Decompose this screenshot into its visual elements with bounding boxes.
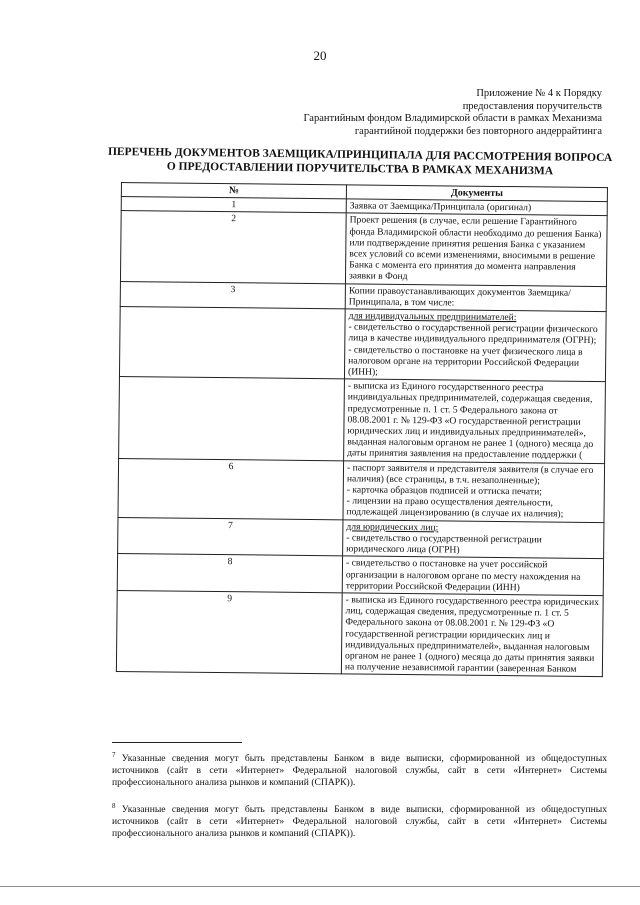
- row-number: [119, 307, 345, 380]
- table-body: [116, 197, 607, 677]
- table-row: [118, 517, 604, 559]
- title-line: О ПРЕДОСТАВЛЕНИИ ПОРУЧИТЕЛЬСТВА В РАМКАХ МЕХАНИЗМА: [166, 160, 554, 178]
- appendix-line: Гарантийным фондом Владимирской области в рамках Механизма: [303, 113, 602, 124]
- scan-edge-line: [0, 886, 640, 887]
- document-text: - выписка из Единого государственного реестра юридических лиц, содержащая сведения, предусмотренные п. 1 ст. 5 Федерального закона от 08.08.2001 г. № 129-ФЗ «О государственной регистрации юридических лиц и индивидуальных предпринимателей», выданная налоговым органом не ранее 1 (одного) месяца до даты принятия заявки на получение независимой гарантии (заверенная Банком: [344, 594, 599, 675]
- table-row: [116, 590, 603, 677]
- row-documents: [344, 309, 606, 382]
- row-number: 1: [121, 197, 346, 214]
- row-documents: [344, 379, 606, 463]
- footnote-mark: 7: [112, 751, 116, 759]
- row-number: 9: [116, 590, 342, 674]
- document-text: - свидетельство о государственной регистрации юридического лица (ОГРН): [346, 532, 542, 556]
- row-number: 3: [120, 281, 345, 309]
- document-text: - свидетельство о постановке на учет российской организации в налоговом органе по месту нахождения на территории Российской Федерации (ИНН): [345, 557, 581, 593]
- row-documents: [341, 593, 603, 677]
- document-title: [100, 145, 620, 179]
- document-text: - выписка из Единого государственного реестра индивидуальных предпринимателей, содержащая сведения, предусмотренные п. 1 ст. 5 Федерального закона от 08.08.2001 г. № 129-ФЗ «О государственной регистрации юридических лиц и индивидуальных предпринимателей», выданная налоговым органом не ранее 1 (одного) месяца до даты принятия заявления на предоставление поддержки (: [347, 380, 594, 462]
- appendix-line: гарантийной поддержки без повторного андеррайтинга: [354, 125, 602, 137]
- appendix-line: Приложение № 4 к Порядку: [476, 88, 602, 99]
- document-text: - свидетельство о государственной регистрации физического лица в качестве индивидуального предпринимателя (ОГРН); - свидетельство о постановке на учет физического лица в налоговом органе на территории Российской Федерации (ИНН);: [347, 321, 598, 378]
- table-row: [120, 211, 607, 286]
- header-number: №: [121, 183, 346, 200]
- table-row: [118, 458, 605, 522]
- row-number: [119, 377, 345, 461]
- footnote-text: Указанные сведения могут быть представлены Банком в виде выписки, сформированной из общедоступных источников (сайт в сети «Интернет» Федеральной налоговой службы, сайт в сети «Интернет» Системы профессионального анализа рынков и компаний (СПАРК)).: [112, 804, 607, 840]
- document-text: Заявка от Заемщика/Принципала (оригинал): [349, 200, 532, 214]
- documents-table: [116, 182, 608, 677]
- title-line: ПЕРЕЧЕНЬ ДОКУМЕНТОВ ЗАЕМЩИКА/ПРИНЦИПАЛА ДЛЯ РАССМОТРЕНИЯ ВОПРОСА: [107, 145, 613, 165]
- row-number: 7: [118, 517, 343, 556]
- section-heading: для юридических лиц:: [346, 521, 439, 534]
- document-text: Копии правоустанавливающих документов Заемщика/Принципала, в том числе:: [348, 285, 571, 309]
- row-documents: [345, 283, 606, 311]
- appendix-line: предоставления поручительств: [462, 100, 602, 112]
- section-heading: для индивидуальных предпринимателей:: [348, 310, 517, 324]
- table-row: [119, 377, 606, 464]
- row-number: 2: [120, 211, 346, 284]
- footnote-mark: 8: [112, 802, 116, 810]
- page-number: 20: [313, 48, 327, 63]
- footnote-separator: [112, 742, 242, 743]
- row-documents: [343, 520, 604, 559]
- row-number: 8: [117, 554, 342, 593]
- footnote-8: [112, 800, 607, 840]
- footnote-text: Указанные сведения могут быть представлены Банком в виде выписки, сформированной из общедоступных источников (сайт в сети «Интернет» Федеральной налоговой службы, сайт в сети «Интернет» Системы профессионального анализа рынков и компаний (СПАРК)).: [112, 753, 607, 789]
- row-documents: [342, 556, 603, 595]
- table-row: [119, 307, 606, 382]
- document-text: - паспорт заявителя и представителя заявителя (в случае его наличия) (все страницы, в т.ч. незаполненные); - карточка образцов подписей и оттиска печати; - лицензии на право осуществления деятельности, подлежащей лицензированию (в случае их наличия);: [346, 462, 594, 521]
- appendix-header: [272, 88, 602, 138]
- table-row: [117, 554, 603, 596]
- row-number: 6: [118, 458, 344, 519]
- header-documents: Документы: [346, 185, 607, 202]
- footnote-7: [112, 749, 607, 789]
- row-documents: [343, 461, 605, 523]
- row-documents: [345, 213, 607, 286]
- document-text: Проект решения (в случае, если решение Гарантийного фонда Владимирской области необходимо до решения Банка) или подтверждение принятия решения Банка с указанием всех условий со всеми изменениями, вносимыми в решение Банка с момента его принятия до момента направления заявки в Фонд: [348, 214, 602, 283]
